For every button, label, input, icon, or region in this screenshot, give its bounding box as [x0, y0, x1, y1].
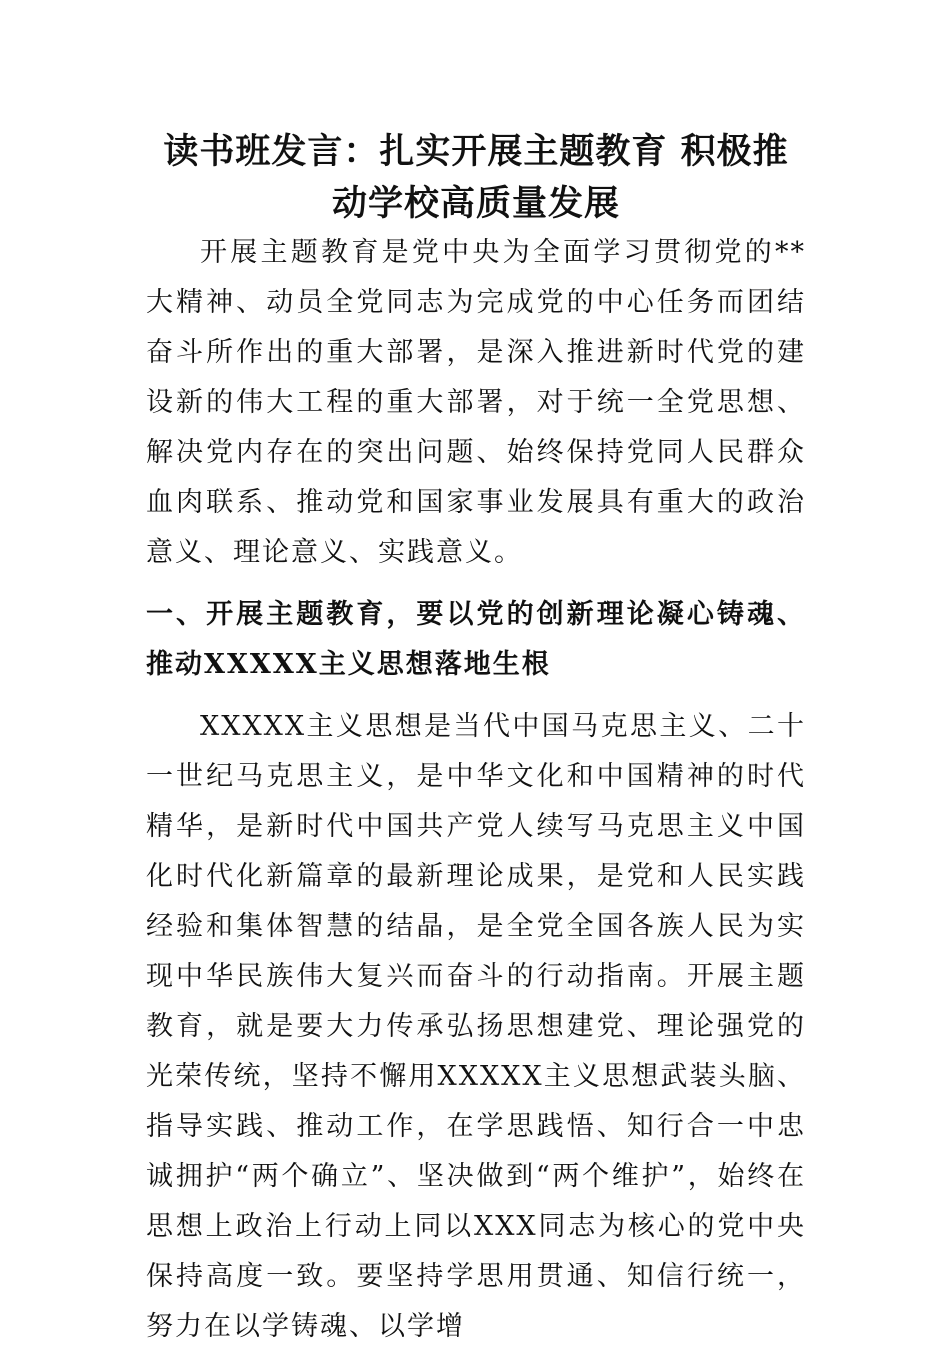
- section-heading-1: 一、开展主题教育，要以党的创新理论凝心铸魂、推动XXXXX主义思想落地生根: [146, 599, 806, 680]
- document-body: [146, 228, 806, 1352]
- section-1-paragraph: XXXXX主义思想是当代中国马克思主义、二十一世纪马克思主义，是中华文化和中国精神的时代精华，是新时代中国共产党人续写马克思主义中国化时代化新篇章的最新理论成果，是党和人民实践经验和集体智慧的结晶，是全党全国各族人民为实现中华民族伟大复兴而奋斗的行动指南。开展主题教育，就是要大力传承弘扬思想建党、理论强党的光荣传统，坚持不懈用XXXXX主义思想武装头脑、指导实践、推动工作，在学思践悟、知行合一中忠诚拥护“两个确立”、坚决做到“两个维护”，始终在思想上政治上行动上同以XXX同志为核心的党中央保持高度一致。要坚持学思用贯通、知信行统一，努力在以学铸魂、以学增: [146, 711, 806, 1342]
- document-title: 读书班发言：扎实开展主题教育 积极推动学校高质量发展: [163, 131, 789, 224]
- intro-paragraph: 开展主题教育是党中央为全面学习贯彻党的**大精神、动员全党同志为完成党的中心任务而团结奋斗所作出的重大部署，是深入推进新时代党的建设新的伟大工程的重大部署，对于统一全党思想、解决党内存在的突出问题、始终保持党同人民群众血肉联系、推动党和国家事业发展具有重大的政治意义、理论意义、实践意义。: [146, 237, 806, 568]
